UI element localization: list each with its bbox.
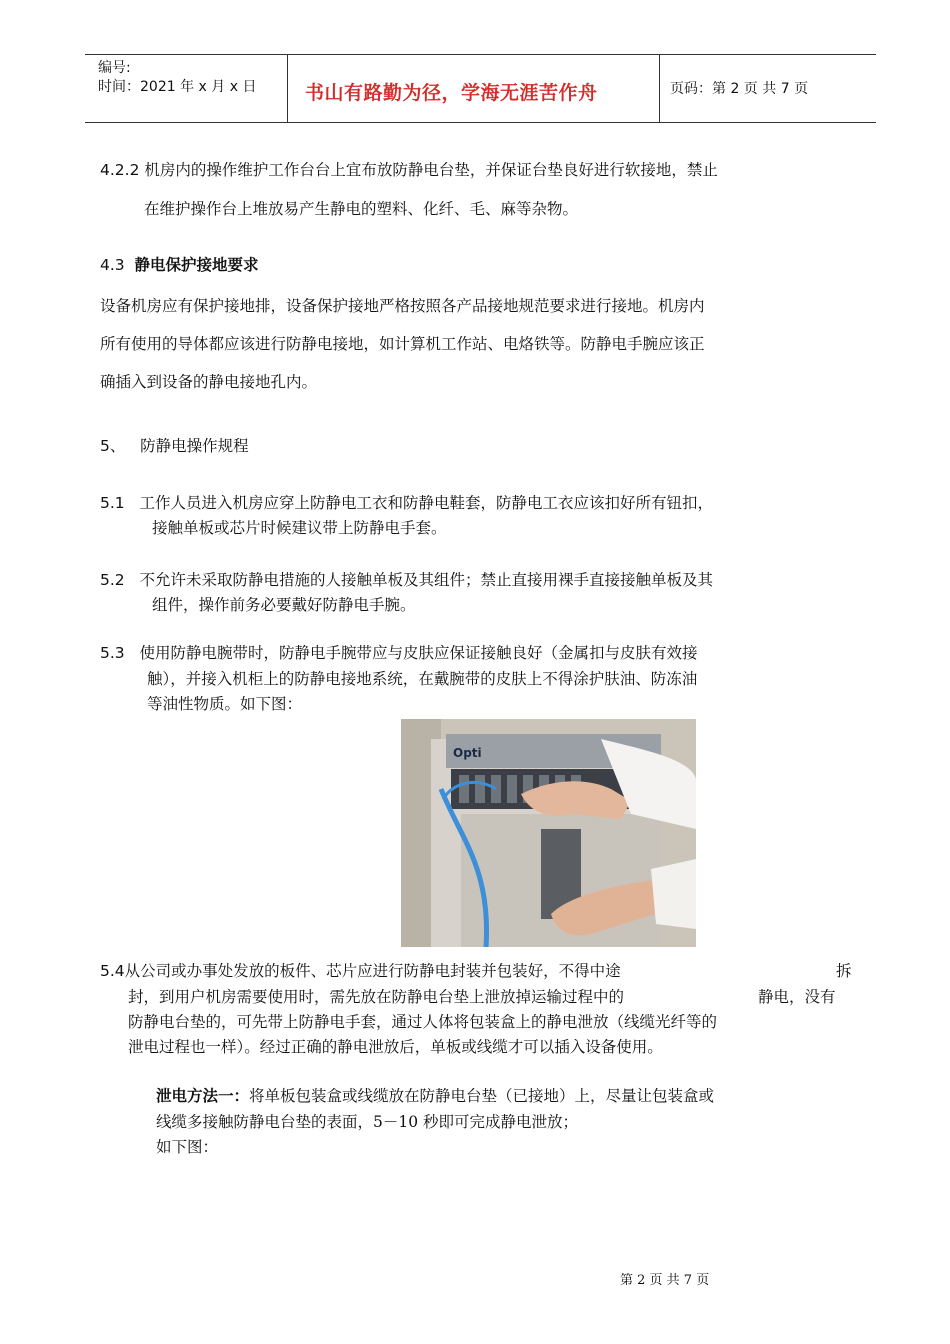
wrist-strap-photo [401, 719, 696, 947]
paragraph-4-2-2-line1 [100, 157, 718, 183]
paragraph-4-2-2-line2: 在维护操作台上堆放易产生静电的塑料、化纤、毛、麻等杂物。 [144, 200, 579, 218]
section-title-4-3: 静电保护接地要求 [134, 256, 259, 274]
text-5-4-a: 从公司或办事处发放的板件、芯片应进行防静电封装并包装好，不得中途 [124, 962, 621, 980]
paragraph-5-3-line1 [100, 640, 697, 666]
header-motto: 书山有路勤为径，学海无涯苦作舟 [305, 82, 598, 104]
paragraph-5-2-line1 [100, 567, 713, 593]
section-number-5-2: 5.2 [100, 571, 125, 589]
paragraph-5-1-line2: 接触单板或芯片时候建议带上防静电手套。 [152, 519, 447, 537]
paragraph-5-4-line2-end: 静电，没有 [758, 988, 836, 1006]
photo-brand-label: Opti [453, 746, 482, 760]
section-number-5-1: 5.1 [100, 494, 125, 512]
method-1-line3: 如下图： [156, 1138, 219, 1156]
paragraph-5-1-line1 [100, 490, 713, 516]
paragraph-5-3-line2: 触），并接入机柜上的防静电接地系统，在戴腕带的皮肤上不得涂护肤油、防冻油 [147, 670, 698, 688]
section-number-5-3: 5.3 [100, 644, 125, 662]
header-page-label: 页码：第 2 页 共 7 页 [670, 81, 809, 97]
header-divider-left [287, 54, 288, 122]
section-number-5: 5、 [100, 437, 126, 455]
method-1-line1 [156, 1083, 714, 1109]
header-id-label: 编号: [98, 60, 131, 76]
paragraph-5-4-line1 [100, 958, 621, 984]
method-1-text-a: 将单板包装盒或线缆放在防静电台垫（已接地）上，尽量让包装盒或 [249, 1087, 715, 1105]
method-1-line2: 线缆多接触防静电台垫的表面，5－10 秒即可完成静电泄放； [156, 1113, 579, 1131]
paragraph-4-3-line2: 所有使用的导体都应该进行防静电接地，如计算机工作站、电烙铁等。防静电手腕应该正 [100, 335, 705, 353]
paragraph-5-4-line4: 泄电过程也一样）。经过正确的静电泄放后，单板或线缆才可以插入设备使用。 [128, 1038, 663, 1056]
heading-5 [100, 433, 249, 459]
header-top-rule [85, 54, 876, 55]
paragraph-5-4-line1-end: 拆 [836, 962, 852, 980]
section-number-5-4: 5.4 [100, 962, 125, 980]
method-1-label: 泄电方法一： [156, 1086, 250, 1105]
paragraph-5-4-line3: 防静电台垫的，可先带上防静电手套，通过人体将包装盒上的静电泄放（线缆光纤等的 [128, 1013, 718, 1031]
heading-4-3 [100, 252, 259, 278]
text-5-1-a: 工作人员进入机房应穿上防静电工衣和防静电鞋套，防静电工衣应该扣好所有钮扣， [139, 494, 713, 512]
header-bottom-rule [85, 122, 876, 123]
paragraph-5-2-line2: 组件，操作前务必要戴好防静电手腕。 [152, 596, 416, 614]
header-divider-right [659, 54, 660, 122]
text-5-2-a: 不允许未采取防静电措施的人接触单板及其组件；禁止直接用裸手直接接触单板及其 [139, 571, 713, 589]
section-number-4-3: 4.3 [100, 256, 125, 274]
section-title-5: 防静电操作规程 [140, 437, 249, 455]
text-4-2-2-a: 机房内的操作维护工作台台上宜布放防静电台垫，并保证台垫良好进行软接地，禁止 [144, 161, 718, 179]
section-number-4-2-2: 4.2.2 [100, 161, 140, 179]
header-date-label: 时间：2021 年 x 月 x 日 [98, 79, 257, 95]
paragraph-4-3-line1: 设备机房应有保护接地排，设备保护接地严格按照各产品接地规范要求进行接地。机房内 [100, 297, 705, 315]
footer-page-number: 第 2 页 共 7 页 [620, 1273, 710, 1288]
paragraph-5-3-line3: 等油性物质。如下图： [147, 695, 303, 713]
paragraph-4-3-line3: 确插入到设备的静电接地孔内。 [100, 373, 318, 391]
text-5-3-a: 使用防静电腕带时，防静电手腕带应与皮肤应保证接触良好（金属扣与皮肤有效接 [139, 644, 698, 662]
paragraph-5-4-line2: 封，到用户机房需要使用时，需先放在防静电台垫上泄放掉运输过程中的 [128, 988, 625, 1006]
